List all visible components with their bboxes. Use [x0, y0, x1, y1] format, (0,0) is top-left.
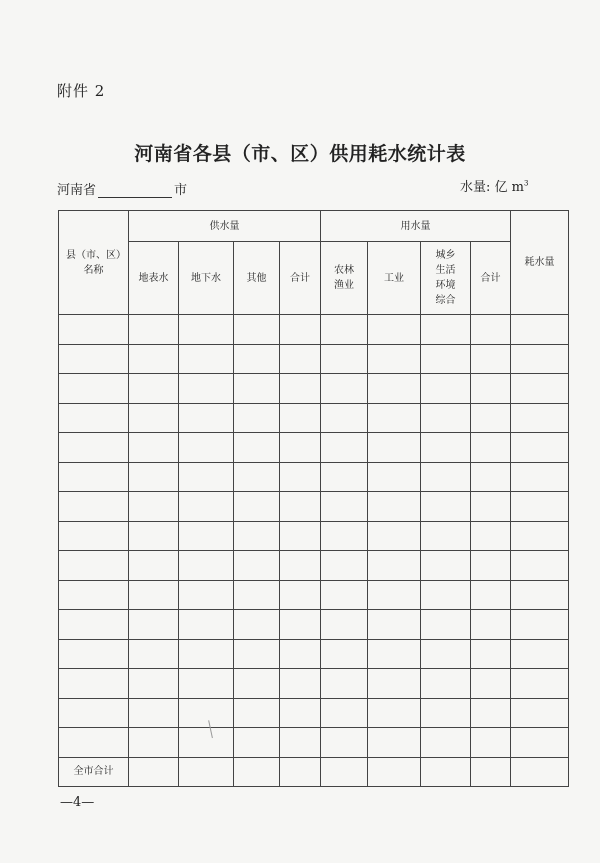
table-cell: [280, 462, 321, 492]
table-cell: [421, 698, 471, 728]
table-cell: [179, 698, 234, 728]
table-cell: [511, 403, 569, 433]
county-name-cell: [59, 344, 129, 374]
table-cell: [471, 728, 511, 758]
table-cell: [321, 315, 368, 345]
use-col-header: [421, 242, 471, 315]
table-cell: [179, 551, 234, 581]
table-cell: [321, 344, 368, 374]
table-cell: [321, 433, 368, 463]
table-cell: [179, 580, 234, 610]
table-cell: [280, 344, 321, 374]
table-cell: [511, 462, 569, 492]
table-cell: [234, 610, 280, 640]
header-row-columns: [59, 242, 569, 315]
county-name-cell: [59, 521, 129, 551]
use-col-header-line: 城乡: [435, 250, 456, 261]
water-statistics-table: [58, 210, 569, 787]
table-cell: [280, 551, 321, 581]
table-cell: [234, 403, 280, 433]
table-cell: [179, 403, 234, 433]
table-cell: [471, 669, 511, 699]
use-col-header-line: 生活: [435, 265, 456, 276]
county-name-cell: [59, 492, 129, 522]
table-cell: [368, 757, 421, 787]
document-title: 河南省各县（市、区）供用耗水统计表: [134, 143, 466, 165]
province-label: 河南省: [57, 183, 97, 198]
table-row: [59, 521, 569, 551]
table-cell: [368, 698, 421, 728]
table-cell: [321, 374, 368, 404]
table-cell: [234, 639, 280, 669]
attachment-label: 附件 2: [57, 82, 106, 100]
table-row: [59, 374, 569, 404]
table-cell: [321, 551, 368, 581]
table-cell: [471, 698, 511, 728]
supply-col-header: 地下水: [179, 242, 234, 315]
total-row: [59, 757, 569, 787]
table-cell: [129, 728, 179, 758]
county-name-cell: [59, 462, 129, 492]
table-cell: [421, 462, 471, 492]
table-cell: [129, 374, 179, 404]
consumption-header: 耗水量: [511, 211, 569, 315]
use-col-header: [321, 242, 368, 315]
table-cell: [179, 315, 234, 345]
table-cell: [471, 462, 511, 492]
table-cell: [421, 610, 471, 640]
table-cell: [471, 315, 511, 345]
table-cell: [421, 315, 471, 345]
table-cell: [511, 315, 569, 345]
use-col-header-line: 渔业: [334, 280, 354, 291]
table-cell: [129, 315, 179, 345]
table-cell: [421, 728, 471, 758]
table-row: [59, 403, 569, 433]
table-cell: [471, 580, 511, 610]
supply-col-header: 合计: [280, 242, 321, 315]
county-name-cell: [59, 610, 129, 640]
use-col-header-line: 综合: [435, 295, 456, 306]
table-cell: [321, 580, 368, 610]
table-cell: [421, 551, 471, 581]
table-cell: [368, 433, 421, 463]
table-cell: [234, 728, 280, 758]
table-row: [59, 580, 569, 610]
table-cell: [511, 757, 569, 787]
table-row: [59, 462, 569, 492]
table-cell: [368, 580, 421, 610]
table-cell: [471, 610, 511, 640]
supply-col-header: 地表水: [129, 242, 179, 315]
table-cell: [511, 610, 569, 640]
table-row: [59, 610, 569, 640]
header-row-groups: [59, 211, 569, 242]
table-cell: [471, 521, 511, 551]
table-cell: [129, 698, 179, 728]
table-cell: [129, 610, 179, 640]
table-cell: [179, 757, 234, 787]
table-cell: [234, 374, 280, 404]
county-name-cell: [59, 403, 129, 433]
county-name-header: [59, 211, 129, 315]
table-cell: [321, 669, 368, 699]
table-cell: [129, 403, 179, 433]
table-cell: [511, 728, 569, 758]
table-cell: [471, 551, 511, 581]
table-cell: [511, 374, 569, 404]
table-cell: [129, 344, 179, 374]
table-cell: [421, 639, 471, 669]
table-cell: [280, 639, 321, 669]
table-cell: [179, 374, 234, 404]
unit-superscript: 3: [523, 179, 529, 188]
table-cell: [129, 639, 179, 669]
county-name-cell: [59, 639, 129, 669]
table-cell: [368, 492, 421, 522]
table-cell: [280, 610, 321, 640]
table-cell: [234, 433, 280, 463]
table-cell: [234, 315, 280, 345]
table-cell: [234, 580, 280, 610]
table-row: [59, 728, 569, 758]
table-cell: [129, 492, 179, 522]
table-cell: [368, 521, 421, 551]
table-cell: [368, 403, 421, 433]
table-cell: [234, 462, 280, 492]
table-cell: [511, 433, 569, 463]
table-cell: [129, 433, 179, 463]
table-cell: [179, 344, 234, 374]
table-cell: [280, 728, 321, 758]
table-row: [59, 433, 569, 463]
table-row: [59, 698, 569, 728]
county-name-cell: [59, 433, 129, 463]
table-cell: [321, 610, 368, 640]
table-cell: [129, 669, 179, 699]
table-row: [59, 639, 569, 669]
table-cell: [471, 344, 511, 374]
table-cell: [368, 462, 421, 492]
unit-text: 水量: 亿 m: [460, 180, 524, 195]
county-name-header-text: 县（市、区）名称: [66, 249, 121, 276]
table-cell: [421, 669, 471, 699]
supply-group-header: 供水量: [129, 211, 321, 242]
table-cell: [179, 433, 234, 463]
use-col-header-line: 环境: [435, 280, 456, 291]
use-col-header: [368, 242, 421, 315]
table-row: [59, 344, 569, 374]
table-cell: [280, 315, 321, 345]
table-cell: [280, 492, 321, 522]
table-cell: [179, 610, 234, 640]
table-cell: [368, 728, 421, 758]
table-cell: [368, 610, 421, 640]
table-cell: [321, 639, 368, 669]
table-cell: [321, 698, 368, 728]
table-cell: [234, 492, 280, 522]
unit-label: [460, 176, 528, 195]
table-cell: [471, 757, 511, 787]
table-cell: [321, 462, 368, 492]
table-cell: [471, 433, 511, 463]
supply-col-header: 其他: [234, 242, 280, 315]
table-cell: [368, 551, 421, 581]
county-name-cell: [59, 669, 129, 699]
table-cell: [321, 403, 368, 433]
table-cell: [421, 433, 471, 463]
table-cell: [511, 492, 569, 522]
use-col-header: [471, 242, 511, 315]
county-name-cell: [59, 580, 129, 610]
county-name-cell: [59, 698, 129, 728]
table-cell: [234, 669, 280, 699]
table-row: [59, 669, 569, 699]
table-cell: [280, 757, 321, 787]
table-cell: [179, 521, 234, 551]
table-cell: [321, 492, 368, 522]
table-cell: [129, 551, 179, 581]
table-cell: [471, 374, 511, 404]
table-cell: [421, 757, 471, 787]
table-cell: [421, 344, 471, 374]
table-cell: [368, 344, 421, 374]
table-cell: [368, 639, 421, 669]
table-cell: [421, 492, 471, 522]
use-col-header-line: 合计: [480, 272, 501, 284]
table-cell: [471, 639, 511, 669]
table-row: [59, 551, 569, 581]
table-cell: [471, 492, 511, 522]
county-name-cell: [59, 551, 129, 581]
table-cell: [234, 551, 280, 581]
table-cell: [234, 344, 280, 374]
county-name-cell: [59, 728, 129, 758]
table-cell: [179, 462, 234, 492]
table-cell: [421, 403, 471, 433]
use-group-header: 用水量: [321, 211, 511, 242]
table-cell: [179, 728, 234, 758]
table-cell: [280, 580, 321, 610]
province-city-line: [57, 179, 187, 198]
city-suffix: 市: [174, 183, 188, 198]
table-cell: [368, 669, 421, 699]
table-cell: [280, 698, 321, 728]
use-col-header-line: 农林: [334, 265, 354, 276]
table-cell: [280, 669, 321, 699]
table-cell: [280, 403, 321, 433]
table-cell: [280, 374, 321, 404]
table-cell: [511, 344, 569, 374]
table-cell: [280, 433, 321, 463]
table-cell: [511, 580, 569, 610]
table-cell: [421, 580, 471, 610]
table-cell: [511, 551, 569, 581]
table-cell: [321, 728, 368, 758]
use-col-header-line: 工业: [384, 272, 404, 284]
county-name-cell: [59, 315, 129, 345]
table-cell: [368, 315, 421, 345]
county-name-cell: [59, 374, 129, 404]
table-cell: [129, 757, 179, 787]
table-cell: [368, 374, 421, 404]
table-cell: [179, 669, 234, 699]
table-cell: [321, 757, 368, 787]
table-cell: [234, 698, 280, 728]
table-row: [59, 492, 569, 522]
table-cell: [511, 698, 569, 728]
table-cell: [471, 403, 511, 433]
table-cell: [421, 521, 471, 551]
table-cell: [179, 492, 234, 522]
table-cell: [129, 462, 179, 492]
city-blank-field: [98, 183, 172, 198]
page-number: —4—: [60, 795, 95, 810]
table-cell: [129, 580, 179, 610]
table-cell: [234, 757, 280, 787]
table-row: [59, 315, 569, 345]
table-cell: [511, 521, 569, 551]
table-cell: [179, 639, 234, 669]
table-cell: [321, 521, 368, 551]
table-cell: [234, 521, 280, 551]
table-cell: [511, 639, 569, 669]
table-cell: [421, 374, 471, 404]
total-row-label: 全市合计: [59, 757, 129, 787]
table-cell: [129, 521, 179, 551]
table-cell: [280, 521, 321, 551]
table-cell: [511, 669, 569, 699]
